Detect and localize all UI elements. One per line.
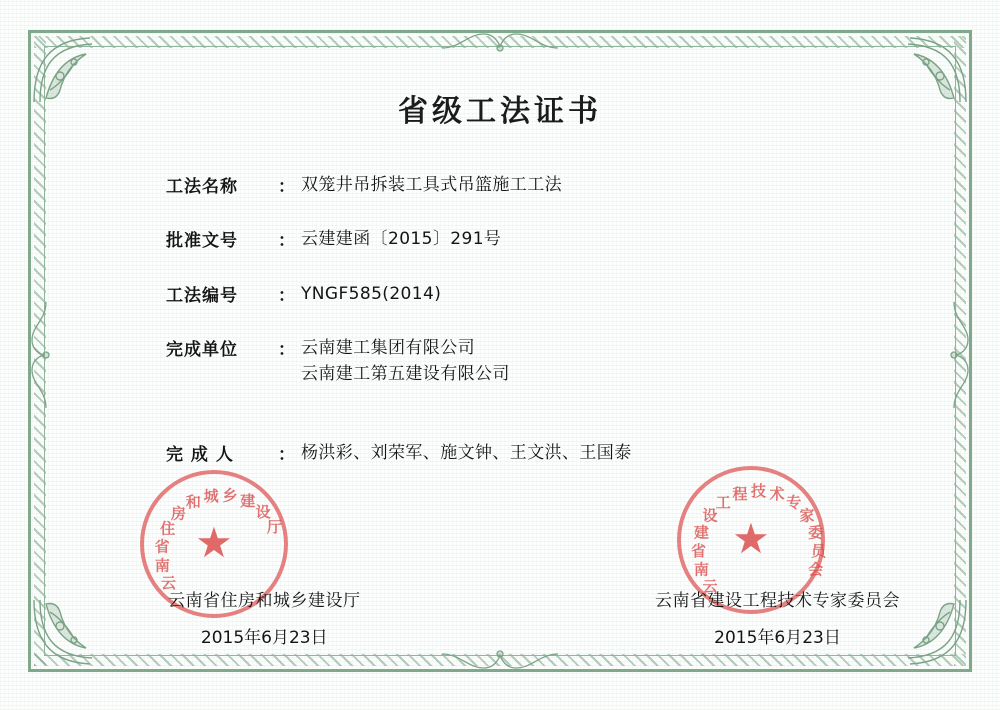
field-label-completing-units: 完成单位 — [166, 340, 238, 361]
seal-text-ring: 云 南 省 建 设 工 程 技 术 专 家 委 员 会 — [691, 482, 827, 596]
star-icon: ★ — [732, 517, 770, 563]
field-value-completing-persons: 杨洪彩、刘荣军、施文钟、王文洪、王国泰 — [301, 442, 632, 463]
field-row-completing-persons — [166, 440, 920, 466]
edge-ornament-icon — [28, 300, 50, 410]
edge-ornament-icon — [440, 650, 560, 672]
field-label-method-name: 工法名称 — [166, 177, 238, 197]
seal-text-ring: 云 南 省 住 房 和 城 乡 建 设 厅 — [154, 486, 282, 593]
edge-ornament-icon — [440, 30, 560, 52]
signature-block-right — [655, 586, 900, 648]
completing-unit-line-1: 云南建工集团有限公司 — [301, 338, 475, 359]
issuing-organization-left: 云南省住房和城乡建设厅 — [168, 591, 361, 611]
edge-ornament-icon — [950, 300, 972, 410]
issuing-organization-right: 云南省建设工程技术专家委员会 — [655, 591, 900, 611]
field-row-approval-number — [166, 226, 920, 252]
field-colon: ： — [278, 285, 295, 306]
field-colon: ： — [278, 340, 295, 361]
field-label-method-code: 工法编号 — [166, 285, 238, 306]
signature-block-left — [168, 586, 361, 648]
star-icon: ★ — [195, 521, 233, 567]
field-colon: ： — [278, 444, 295, 465]
field-label-completing-persons: 完 成 人 — [166, 444, 234, 465]
field-value-completing-units — [301, 335, 920, 388]
field-value-method-code: YNGF585(2014) — [301, 283, 442, 304]
issue-date-right: 2015年6月23日 — [714, 628, 841, 648]
field-value-approval-number: 云建建函〔2015〕291号 — [301, 229, 502, 250]
field-colon: ： — [278, 231, 295, 252]
completing-unit-line-2: 云南建工第五建设有限公司 — [301, 364, 510, 385]
field-row-method-name — [166, 172, 920, 198]
field-row-completing-units — [166, 335, 920, 388]
issue-date-left: 2015年6月23日 — [200, 628, 328, 648]
field-list — [80, 172, 920, 466]
field-value-method-name: 双笼井吊拆装工具式吊篮施工工法 — [301, 175, 562, 195]
field-row-method-code — [166, 281, 920, 307]
field-label-approval-number: 批准文号 — [166, 231, 238, 252]
field-colon: ： — [278, 177, 295, 197]
page-title: 省级工法证书 — [398, 94, 602, 129]
